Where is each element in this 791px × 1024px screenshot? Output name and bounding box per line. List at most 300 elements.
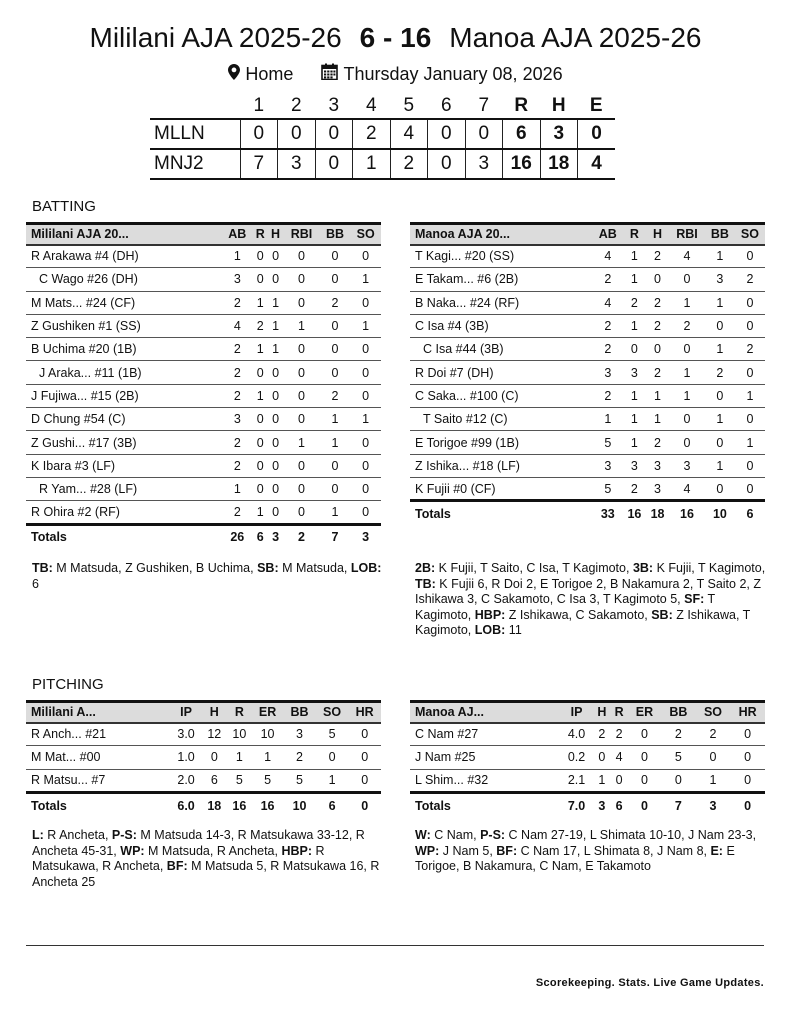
column-header: Mililani A... xyxy=(31,705,96,720)
player-row xyxy=(26,431,381,454)
note-text: R Matsukawa, R Ancheta, xyxy=(32,843,325,873)
linescore-cell: 0 xyxy=(428,119,466,149)
column-header: Mililani AJA 20... xyxy=(31,227,129,242)
stat-cell: 2 xyxy=(222,384,253,407)
player-name: R Ohira #2 (RF) xyxy=(26,501,222,524)
home-batting-table xyxy=(410,222,765,526)
column-header: IP xyxy=(570,705,583,720)
stat-cell: 4 xyxy=(593,291,623,314)
player-name: Z Ishika... #18 (LF) xyxy=(410,454,593,477)
note-text: M Matsuda, xyxy=(278,561,351,575)
stat-cell: 1 xyxy=(222,245,253,268)
player-name: J Fujiwa... #15 (2B) xyxy=(26,384,222,407)
stat-cell: 2 xyxy=(320,384,351,407)
column-header: H xyxy=(271,227,281,242)
player-row xyxy=(410,268,765,291)
stat-cell: 3 xyxy=(669,454,705,477)
player-row xyxy=(26,384,381,407)
stat-cell: 4 xyxy=(610,746,627,769)
totals-cell: Totals xyxy=(415,798,451,813)
linescore-cell: 0 xyxy=(465,119,503,149)
note-text: M Matsuda 5, R Matsukawa 16, R Ancheta 25 xyxy=(32,859,380,889)
stat-cell: 2 xyxy=(593,384,623,407)
column-header: SO xyxy=(703,705,723,720)
note-label: SB: xyxy=(257,561,279,575)
stat-cell: 0 xyxy=(253,245,268,268)
stat-cell: 0 xyxy=(669,408,705,431)
stat-cell: 1.0 xyxy=(170,746,201,769)
stat-cell: 1 xyxy=(623,431,646,454)
player-name: R Yam... #28 (LF) xyxy=(26,477,222,500)
stat-cell: 1 xyxy=(623,268,646,291)
stat-cell: 0 xyxy=(253,477,268,500)
stat-cell: 0 xyxy=(320,314,351,337)
table-header xyxy=(410,702,765,723)
linescore-cell: 0 xyxy=(578,119,616,149)
player-name: K Fujii #0 (CF) xyxy=(410,477,593,500)
note-label: P-S: xyxy=(111,828,137,842)
stat-cell: 1 xyxy=(320,408,351,431)
column-header: HR xyxy=(355,705,374,720)
player-name: T Saito #12 (C) xyxy=(410,408,593,431)
stat-cell: 0 xyxy=(253,454,268,477)
linescore-cell: 4 xyxy=(578,149,616,179)
note-text: K Fujii, T Kagimoto, xyxy=(653,561,766,575)
column-header: BB xyxy=(710,227,729,242)
stat-cell: 0 xyxy=(253,431,268,454)
stat-cell: 0 xyxy=(268,477,283,500)
stat-cell: 0 xyxy=(623,338,646,361)
player-row xyxy=(26,314,381,337)
table-header xyxy=(26,702,381,723)
column-header: R xyxy=(614,705,624,720)
linescore-col-header: H xyxy=(551,94,566,116)
player-row xyxy=(26,268,381,291)
away-batting-notes xyxy=(32,561,387,592)
stat-cell: 1 xyxy=(705,454,735,477)
stat-cell: 0 xyxy=(283,338,320,361)
note-label: WP: xyxy=(120,843,145,858)
stat-cell: 0 xyxy=(253,361,268,384)
stat-cell: 0 xyxy=(320,268,351,291)
stat-cell: 0 xyxy=(735,361,765,384)
footer-divider xyxy=(26,945,764,946)
note-text: 11 xyxy=(505,623,522,637)
column-header: RBI xyxy=(676,227,698,242)
map-pin-icon xyxy=(228,64,240,85)
stat-cell: 1 xyxy=(253,291,268,314)
stat-cell: 0 xyxy=(320,477,351,500)
note-text: R Ancheta, xyxy=(43,828,112,842)
stat-cell: 0 xyxy=(348,746,381,769)
stat-cell: 1 xyxy=(623,245,646,268)
player-row xyxy=(26,291,381,314)
location-label: Home xyxy=(245,63,294,84)
stat-cell: 2 xyxy=(593,338,623,361)
stat-cell: 0 xyxy=(661,769,696,792)
player-row xyxy=(410,431,765,454)
stat-cell: 1 xyxy=(669,291,705,314)
totals-cell: 18 xyxy=(207,798,222,813)
stat-cell: 1 xyxy=(593,769,610,792)
stat-cell: 0 xyxy=(735,245,765,268)
stat-cell: 10 xyxy=(252,723,283,746)
stat-cell: 0 xyxy=(730,723,765,746)
player-name: E Takam... #6 (2B) xyxy=(410,268,593,291)
stat-cell: 3 xyxy=(646,477,669,500)
stat-cell: 4 xyxy=(222,314,253,337)
stat-cell: 1 xyxy=(623,408,646,431)
stat-cell: 2.1 xyxy=(560,769,593,792)
column-header: IP xyxy=(180,705,192,720)
stat-cell: 0 xyxy=(268,361,283,384)
stat-cell: 0 xyxy=(253,268,268,291)
note-label: TB: xyxy=(415,576,436,591)
player-row xyxy=(26,746,381,769)
stat-cell: 0 xyxy=(283,501,320,524)
player-name: R Anch... #21 xyxy=(26,723,170,746)
note-label: 3B: xyxy=(632,561,654,575)
note-text: T Kagimoto, xyxy=(415,592,715,622)
stat-cell: 2 xyxy=(623,477,646,500)
linescore-col-header: 4 xyxy=(365,94,377,116)
stat-cell: 3 xyxy=(646,454,669,477)
stat-cell: 0 xyxy=(316,746,349,769)
stat-cell: 2 xyxy=(646,314,669,337)
stat-cell: 1 xyxy=(253,338,268,361)
footer-tagline: Scorekeeping. Stats. Live Game Updates. xyxy=(535,977,764,989)
stat-cell: 2 xyxy=(222,501,253,524)
stat-cell: 0 xyxy=(730,769,765,792)
stat-cell: 0 xyxy=(628,746,661,769)
totals-cell: 0 xyxy=(744,798,752,813)
stat-cell: 2 xyxy=(222,291,253,314)
column-header: AB xyxy=(598,227,617,242)
totals-cell: 16 xyxy=(627,507,642,522)
stat-cell: 4 xyxy=(593,245,623,268)
linescore-cell: 2 xyxy=(390,149,428,179)
stat-cell: 1 xyxy=(268,338,283,361)
player-name: L Shim... #32 xyxy=(410,769,560,792)
player-row xyxy=(26,338,381,361)
stat-cell: 1 xyxy=(252,746,283,769)
linescore-col-header: 6 xyxy=(440,94,452,116)
player-row xyxy=(410,291,765,314)
note-label: LOB: xyxy=(350,561,382,575)
stat-cell: 2 xyxy=(735,338,765,361)
stat-cell: 1 xyxy=(705,338,735,361)
stat-cell: 0 xyxy=(735,291,765,314)
totals-cell: 18 xyxy=(650,507,665,522)
linescore-cell: 0 xyxy=(278,119,316,149)
player-row xyxy=(26,769,381,792)
linescore-cell: 0 xyxy=(315,149,353,179)
player-name: C Isa #4 (3B) xyxy=(410,314,593,337)
linescore-cell: 4 xyxy=(390,119,428,149)
table-header xyxy=(26,224,381,245)
away-pitching-notes xyxy=(32,828,387,890)
player-name: E Torigoe #99 (1B) xyxy=(410,431,593,454)
stat-cell: 1 xyxy=(735,384,765,407)
column-header: SO xyxy=(356,227,375,242)
stat-cell: 0 xyxy=(350,384,381,407)
totals-cell: Totals xyxy=(31,798,67,813)
stat-cell: 1 xyxy=(705,408,735,431)
linescore-cell: 2 xyxy=(353,119,391,149)
game-date: Thursday January 08, 2026 xyxy=(343,63,563,84)
stat-cell: 0 xyxy=(669,268,705,291)
stat-cell: 2 xyxy=(610,723,627,746)
stat-cell: 4 xyxy=(669,245,705,268)
stat-cell: 2 xyxy=(646,291,669,314)
note-label: HBP: xyxy=(281,843,313,858)
stat-cell: 1 xyxy=(646,384,669,407)
linescore-col-header: 5 xyxy=(403,94,415,116)
game-meta xyxy=(0,63,791,85)
stat-cell: 1 xyxy=(669,361,705,384)
stat-cell: 1 xyxy=(253,384,268,407)
stat-cell: 0 xyxy=(730,746,765,769)
stat-cell: 2 xyxy=(735,268,765,291)
stat-cell: 0 xyxy=(268,431,283,454)
stat-cell: 0 xyxy=(320,245,351,268)
note-label: L: xyxy=(32,828,44,842)
stat-cell: 5 xyxy=(316,723,349,746)
stat-cell: 0 xyxy=(268,384,283,407)
linescore-cell: 3 xyxy=(278,149,316,179)
totals-cell: 10 xyxy=(292,798,307,813)
stat-cell: 6 xyxy=(202,769,227,792)
totals-cell: 7.0 xyxy=(567,798,586,813)
totals-cell: 6 xyxy=(256,530,264,545)
stat-cell: 2.0 xyxy=(170,769,201,792)
player-row xyxy=(410,769,765,792)
stat-cell: 2 xyxy=(320,291,351,314)
stat-cell: 3 xyxy=(283,723,316,746)
player-row xyxy=(26,454,381,477)
player-row xyxy=(410,454,765,477)
away-batting-table xyxy=(26,222,381,549)
totals-cell: 33 xyxy=(600,507,615,522)
totals-cell: 7 xyxy=(331,530,339,545)
stat-cell: 0 xyxy=(350,245,381,268)
player-name: C Isa #44 (3B) xyxy=(410,338,593,361)
note-text: M Matsuda 14-3, R Matsukawa 33-12, R Ancheta 45-31, xyxy=(32,828,365,858)
calendar-icon xyxy=(321,63,338,85)
linescore-col-header: 1 xyxy=(253,94,265,116)
stat-cell: 0 xyxy=(320,361,351,384)
column-header: HR xyxy=(738,705,757,720)
stat-cell: 0 xyxy=(669,431,705,454)
stat-cell: 0 xyxy=(646,338,669,361)
column-header: Manoa AJ... xyxy=(415,705,484,720)
totals-cell: 3 xyxy=(709,798,717,813)
note-label: P-S: xyxy=(480,828,506,842)
stat-cell: 0 xyxy=(320,338,351,361)
stat-cell: 1 xyxy=(222,477,253,500)
stat-cell: 0 xyxy=(735,454,765,477)
stat-cell: 0 xyxy=(348,769,381,792)
totals-cell: 6 xyxy=(746,507,754,522)
linescore-row xyxy=(150,149,615,179)
stat-cell: 2 xyxy=(646,245,669,268)
stat-cell: 0 xyxy=(610,769,627,792)
player-name: K Ibara #3 (LF) xyxy=(26,454,222,477)
note-label: BF: xyxy=(166,859,188,873)
stat-cell: 0 xyxy=(628,723,661,746)
linescore-cell: 16 xyxy=(503,149,541,179)
column-header: H xyxy=(653,227,663,242)
linescore-corner xyxy=(150,93,240,119)
linescore-cell: 3 xyxy=(540,119,578,149)
stat-cell: 0 xyxy=(593,746,610,769)
stat-cell: 1 xyxy=(705,245,735,268)
linescore-table xyxy=(150,93,615,180)
note-text: C Nam 27-19, L Shimata 10-10, J Nam 23-3, xyxy=(505,828,757,842)
away-team-name: Mililani AJA 2025-26 xyxy=(89,22,342,53)
stat-cell: 2 xyxy=(222,454,253,477)
linescore-cell: 0 xyxy=(240,119,278,149)
stat-cell: 1 xyxy=(253,501,268,524)
stat-cell: 1 xyxy=(350,314,381,337)
stat-cell: 0 xyxy=(283,291,320,314)
stat-cell: 0 xyxy=(350,291,381,314)
linescore-col-header: 3 xyxy=(328,94,340,116)
player-row xyxy=(26,408,381,431)
stat-cell: 0 xyxy=(696,746,731,769)
stat-cell: 0 xyxy=(350,501,381,524)
linescore-col-header: R xyxy=(514,94,529,116)
stat-cell: 0 xyxy=(320,454,351,477)
column-header: Manoa AJA 20... xyxy=(415,227,510,242)
stat-cell: 0 xyxy=(268,454,283,477)
player-row xyxy=(410,477,765,500)
stat-cell: 1 xyxy=(623,384,646,407)
player-name: R Doi #7 (DH) xyxy=(410,361,593,384)
totals-row xyxy=(26,792,381,817)
totals-cell: 10 xyxy=(712,507,727,522)
totals-cell: 3 xyxy=(598,798,606,813)
player-name: Z Gushiken #1 (SS) xyxy=(26,314,222,337)
stat-cell: 0 xyxy=(202,746,227,769)
stat-cell: 2 xyxy=(646,431,669,454)
stat-cell: 1 xyxy=(593,408,623,431)
note-label: LOB: xyxy=(474,623,506,637)
stat-cell: 0 xyxy=(705,431,735,454)
stat-cell: 0 xyxy=(268,245,283,268)
linescore-cell: 0 xyxy=(428,149,466,179)
totals-cell: 6 xyxy=(615,798,623,813)
linescore-col-header: 2 xyxy=(290,94,302,116)
linescore-cell: 0 xyxy=(315,119,353,149)
stat-cell: 1 xyxy=(350,408,381,431)
column-header: ER xyxy=(258,705,277,720)
note-label: 2B: xyxy=(415,561,436,575)
note-text: K Fujii 6, R Doi 2, E Torigoe 2, B Nakamura 2, T Saito 2, Z Ishikawa 3, C Sakamoto, C Isa 3, T Kagimoto 5, xyxy=(415,576,761,606)
stat-cell: 5 xyxy=(593,477,623,500)
stat-cell: 1 xyxy=(669,384,705,407)
stat-cell: 1 xyxy=(283,431,320,454)
stat-cell: 0 xyxy=(705,384,735,407)
stat-cell: 3 xyxy=(593,361,623,384)
totals-cell: 2 xyxy=(297,530,305,545)
totals-cell: 0 xyxy=(640,798,648,813)
note-text: Z Ishikawa, T Kagimoto, xyxy=(415,607,751,637)
stat-cell: 1 xyxy=(696,769,731,792)
stat-cell: 3 xyxy=(593,454,623,477)
player-name: J Araka... #11 (1B) xyxy=(26,361,222,384)
player-row xyxy=(410,361,765,384)
stat-cell: 0 xyxy=(283,268,320,291)
stat-cell: 0 xyxy=(283,245,320,268)
linescore-col-header: E xyxy=(589,94,603,116)
player-row xyxy=(26,477,381,500)
player-row xyxy=(410,408,765,431)
column-header: ER xyxy=(635,705,654,720)
stat-cell: 5 xyxy=(593,431,623,454)
linescore-team: MLLN xyxy=(154,123,205,144)
stat-cell: 0 xyxy=(283,454,320,477)
stat-cell: 2 xyxy=(696,723,731,746)
totals-row xyxy=(410,501,765,526)
stat-cell: 3 xyxy=(623,361,646,384)
note-text: M Matsuda, R Ancheta, xyxy=(144,843,282,858)
column-header: H xyxy=(597,705,607,720)
linescore-cell: 18 xyxy=(540,149,578,179)
stat-cell: 0 xyxy=(268,501,283,524)
game-title xyxy=(0,22,791,54)
linescore-cell: 7 xyxy=(240,149,278,179)
stat-cell: 12 xyxy=(202,723,227,746)
stat-cell: 2 xyxy=(593,314,623,337)
stat-cell: 0 xyxy=(283,477,320,500)
column-header: R xyxy=(234,705,244,720)
home-pitching-notes xyxy=(415,828,770,875)
stat-cell: 0 xyxy=(350,361,381,384)
stat-cell: 1 xyxy=(227,746,252,769)
totals-cell: 3 xyxy=(362,530,370,545)
totals-cell: 0 xyxy=(361,798,369,813)
player-name: B Uchima #20 (1B) xyxy=(26,338,222,361)
player-name: B Naka... #24 (RF) xyxy=(410,291,593,314)
note-text: J Nam 5, xyxy=(439,843,497,858)
player-name: C Saka... #100 (C) xyxy=(410,384,593,407)
player-row xyxy=(410,723,765,746)
note-text: E Torigoe, B Nakamura, C Nam, E Takamoto xyxy=(415,843,735,873)
stat-cell: 0.2 xyxy=(560,746,593,769)
stat-cell: 0 xyxy=(253,408,268,431)
note-text: K Fujii, T Saito, C Isa, T Kagimoto, xyxy=(435,561,633,575)
stat-cell: 3.0 xyxy=(170,723,201,746)
stat-cell: 2 xyxy=(669,314,705,337)
column-header: SO xyxy=(323,705,342,720)
player-name: C Nam #27 xyxy=(410,723,560,746)
note-text: Z Ishikawa, C Sakamoto, xyxy=(505,607,652,622)
home-team-name: Manoa AJA 2025-26 xyxy=(449,22,702,53)
stat-cell: 5 xyxy=(227,769,252,792)
table-header xyxy=(410,224,765,245)
stat-cell: 0 xyxy=(348,723,381,746)
stat-cell: 1 xyxy=(320,501,351,524)
stat-cell: 3 xyxy=(222,408,253,431)
note-label: WP: xyxy=(415,843,440,858)
note-text: C Nam, xyxy=(430,828,481,842)
stat-cell: 5 xyxy=(283,769,316,792)
player-row xyxy=(410,245,765,268)
stat-cell: 3 xyxy=(623,454,646,477)
column-header: R xyxy=(255,227,265,242)
player-name: J Nam #25 xyxy=(410,746,560,769)
